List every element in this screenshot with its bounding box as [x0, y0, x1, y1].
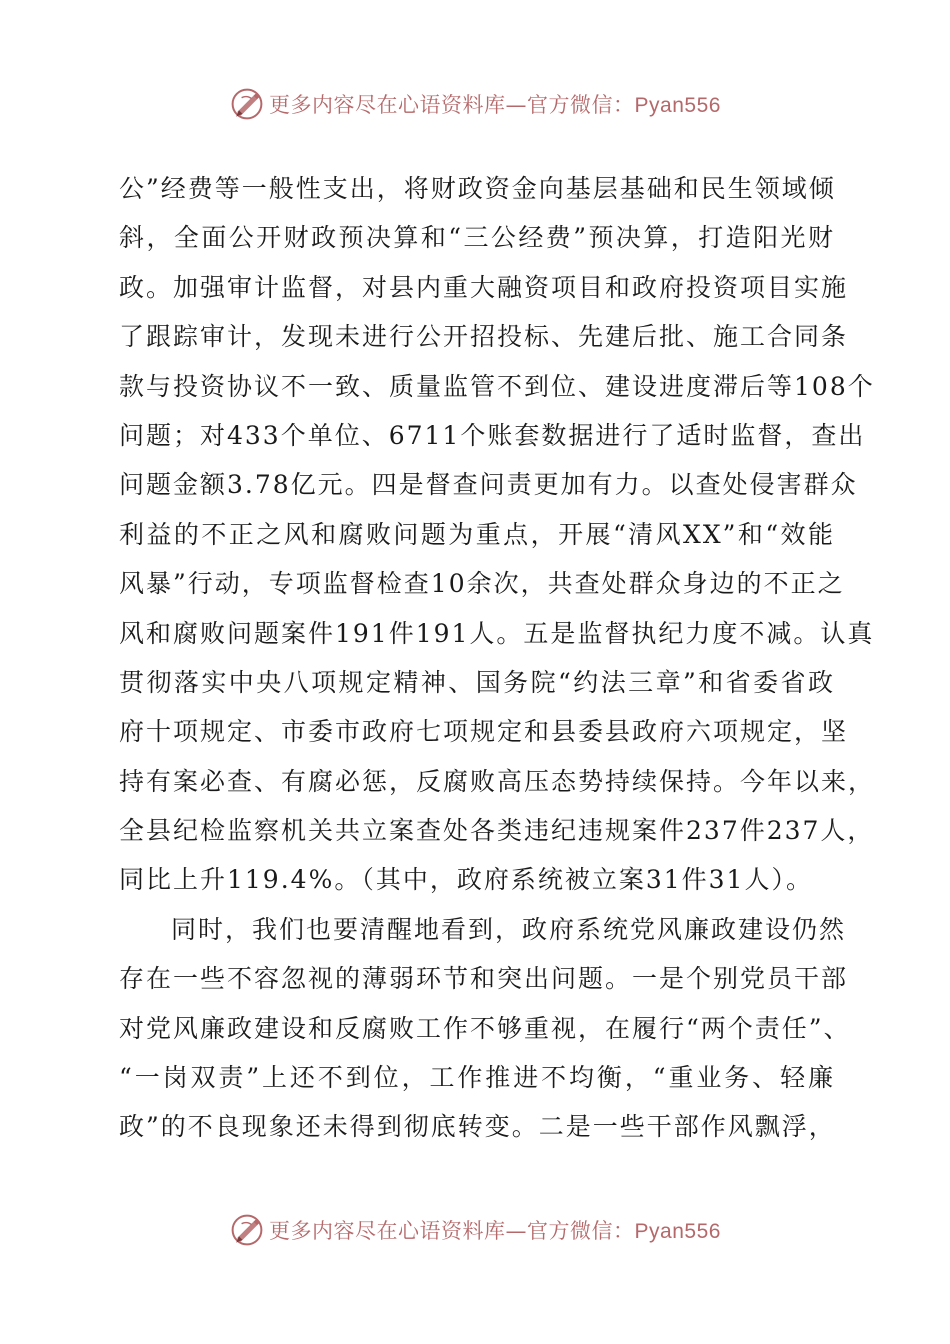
- watermark-handle: Pyan556: [634, 94, 721, 117]
- watermark-label: 更多内容尽在心语资料库—官方微信：: [269, 93, 635, 117]
- text-line: 款与投资协议不一致、质量监管不到位、建设进度滞后等108个: [119, 371, 875, 401]
- text-line: 问题金额3.78亿元。四是督查问责更加有力。以查处侵害群众: [119, 470, 858, 500]
- paragraph-start-line: 同时，我们也要清醒地看到，政府系统党风廉政建设仍然: [171, 914, 847, 944]
- watermark-handle: Pyan556: [634, 1220, 721, 1243]
- text-line: 贯彻落实中央八项规定精神、国务院“约法三章”和省委省政: [119, 667, 835, 697]
- text-line: 政”的不良现象还未得到彻底转变。二是一些干部作风飘浮，: [119, 1112, 836, 1142]
- text-line: 持有案必查、有腐必惩，反腐败高压态势持续保持。今年以来，: [119, 766, 876, 796]
- footer-watermark: [0, 1208, 950, 1252]
- pen-logo-icon: [229, 86, 265, 122]
- watermark-text: [269, 1215, 721, 1245]
- text-line: 风暴”行动，专项监督检查10余次，共查处群众身边的不正之: [119, 569, 845, 599]
- text-line: 公”经费等一般性支出，将财政资金向基层基础和民生领域倾: [119, 174, 836, 203]
- text-line: 存在一些不容忽视的薄弱环节和突出问题。一是个别党员干部: [119, 964, 849, 994]
- document-body: [119, 164, 876, 1152]
- text-line: 了跟踪审计，发现未进行公开招投标、先建后批、施工合同条: [119, 322, 849, 352]
- text-line: 对党风廉政建设和反腐败工作不够重视，在履行“两个责任”、: [119, 1013, 851, 1043]
- text-line: 政。加强审计监督，对县内重大融资项目和政府投资项目实施: [119, 272, 849, 302]
- header-watermark: [0, 82, 950, 126]
- watermark-text: [269, 89, 721, 119]
- watermark-label: 更多内容尽在心语资料库—官方微信：: [269, 1219, 635, 1243]
- text-line: 府十项规定、市委市政府七项规定和县委县政府六项规定，坚: [119, 717, 849, 747]
- pen-logo-icon: [229, 1212, 265, 1248]
- text-line: 斜，全面公开财政预决算和“三公经费”预决算，打造阳光财: [119, 223, 835, 253]
- text-line: 利益的不正之风和腐败问题为重点，开展“清风XX”和“效能: [119, 519, 835, 549]
- text-line: 问题；对433个单位、6711个账套数据进行了适时监督，查出: [119, 420, 866, 450]
- text-line: “一岗双责”上还不到位，工作推进不均衡，“重业务、轻廉: [119, 1063, 835, 1093]
- text-line: 全县纪检监察机关共立案查处各类违纪违规案件237件237人，: [119, 816, 875, 846]
- text-line: 风和腐败问题案件191件191人。五是监督执纪力度不减。认真: [119, 618, 875, 648]
- paragraph-end-line: 同比上升119.4%。（其中，政府系统被立案31件31人）。: [119, 865, 813, 895]
